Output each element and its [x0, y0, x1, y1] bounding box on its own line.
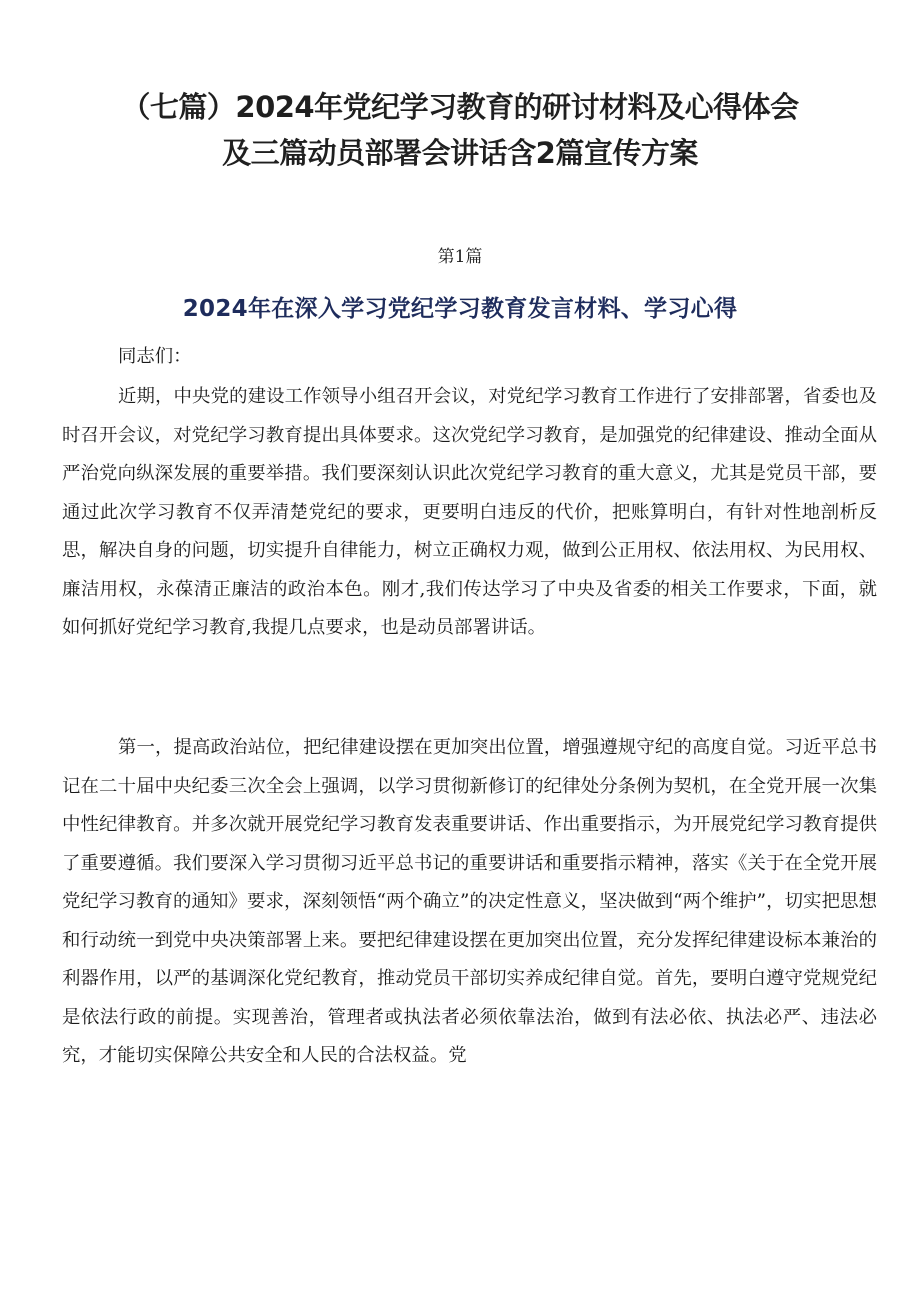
body-paragraph: 近期，中央党的建设工作领导小组召开会议，对党纪学习教育工作进行了安排部署，省委也及时召开会议，对党纪学习教育提出具体要求。这次党纪学习教育，是加强党的纪律建设、推动全面从严治党向纵深发展的重要举措。我们要深刻认识此次党纪学习教育的重大意义，尤其是党员干部，要通过此次学习教育不仅弄清楚党纪的要求，更要明白违反的代价，把账算明白，有针对性地剖析反思，解决自身的问题，切实提升自律能力，树立正确权力观，做到公正用权、依法用权、为民用权、廉洁用权，永葆清正廉洁的政治本色。刚才,我们传达学习了中央及省委的相关工作要求，下面，就如何抓好党纪学习教育,我提几点要求，也是动员部署讲话。: [62, 386, 877, 638]
document-title-line-2: 及三篇动员部署会讲话含2篇宣传方案: [222, 136, 698, 170]
part-title: 2024年在深入学习党纪学习教育发言材料、学习心得: [182, 296, 738, 322]
salutation: 同志们：: [118, 346, 192, 367]
document-title-line-1: （七篇）2024年党纪学习教育的研讨材料及心得体会: [121, 90, 799, 124]
body-paragraph: 第一，提高政治站位，把纪律建设摆在更加突出位置，增强遵规守纪的高度自觉。习近平总书记在二十届中央纪委三次全会上强调，以学习贯彻新修订的纪律处分条例为契机，在全党开展一次集中性纪律教育。并多次就开展党纪学习教育发表重要讲话、作出重要指示，为开展党纪学习教育提供了重要遵循。我们要深入学习贯彻习近平总书记的重要讲话和重要指示精神，落实《关于在全党开展党纪学习教育的通知》要求，深刻领悟“两个确立”的决定性意义，坚决做到“两个维护”，切实把思想和行动统一到党中央决策部署上来。要把纪律建设摆在更加突出位置，充分发挥纪律建设标本兼治的利器作用，以严的基调深化党纪教育，推动党员干部切实养成纪律自觉。首先，要明白遵守党规党纪是依法行政的前提。实现善治，管理者或执法者必须依靠法治，做到有法必依、执法必严、违法必究，才能切实保障公共安全和人民的合法权益。党: [62, 737, 877, 1066]
part-label: 第1篇: [437, 247, 483, 267]
